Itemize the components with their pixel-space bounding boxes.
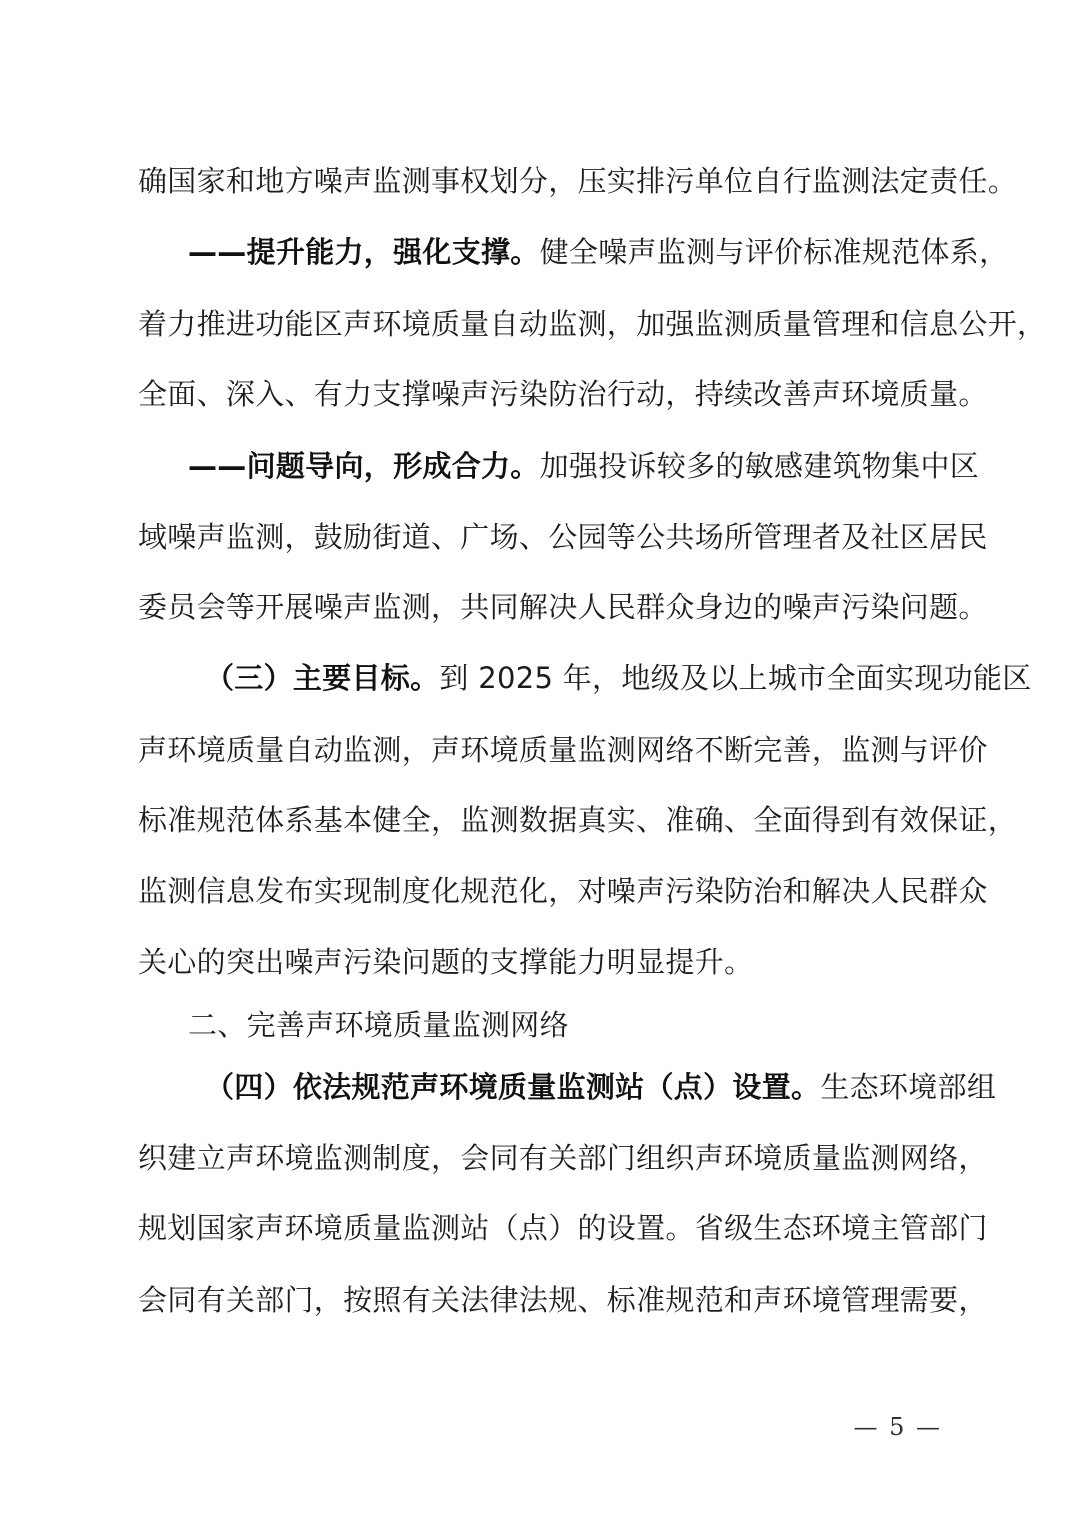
text-line-4: 全面、深入、有力支撑噪声污染防治行动，持续改善声环境质量。 [138,377,988,411]
text-line-15: 织建立声环境监测制度，会同有关部门组织声环境质量监测网络， [138,1141,988,1175]
text-line-8: （三）主要目标。到 2025 年，地级及以上城市全面实现功能区 [205,661,1032,695]
text-line-7: 委员会等开展噪声监测，共同解决人民群众身边的噪声污染问题。 [138,590,988,624]
page-number: — 5 — [853,1413,942,1441]
text-line-3: 着力推进功能区声环境质量自动监测，加强监测质量管理和信息公开， [138,307,1047,341]
chapter-heading: 二、完善声环境质量监测网络 [188,1008,569,1042]
text-line-12: 关心的突出噪声污染问题的支撑能力明显提升。 [138,945,754,979]
text-line-14: （四）依法规范声环境质量监测站（点）设置。生态环境部组 [205,1070,997,1104]
section-heading: ——问题导向，形成合力。 [188,449,540,483]
section-heading: （三）主要目标。 [205,661,440,695]
text-line-10: 标准规范体系基本健全，监测数据真实、准确、全面得到有效保证， [138,803,1018,837]
text-line-5: ——问题导向，形成合力。加强投诉较多的敏感建筑物集中区 [188,449,980,483]
section-heading: ——提升能力，强化支撑。 [188,235,540,269]
text-line-6: 域噪声监测，鼓励街道、广场、公园等公共场所管理者及社区居民 [138,520,988,554]
text-line-11: 监测信息发布实现制度化规范化，对噪声污染防治和解决人民群众 [138,874,988,908]
section-heading: （四）依法规范声环境质量监测站（点）设置。 [205,1070,821,1104]
text-line-9: 声环境质量自动监测，声环境质量监测网络不断完善，监测与评价 [138,733,988,767]
text-line-16: 规划国家声环境质量监测站（点）的设置。省级生态环境主管部门 [138,1211,988,1245]
text-line-17: 会同有关部门，按照有关法律法规、标准规范和声环境管理需要， [138,1283,988,1317]
text-line-1: 确国家和地方噪声监测事权划分，压实排污单位自行监测法定责任。 [138,164,1018,198]
text-line-2: ——提升能力，强化支撑。健全噪声监测与评价标准规范体系， [188,235,1009,269]
